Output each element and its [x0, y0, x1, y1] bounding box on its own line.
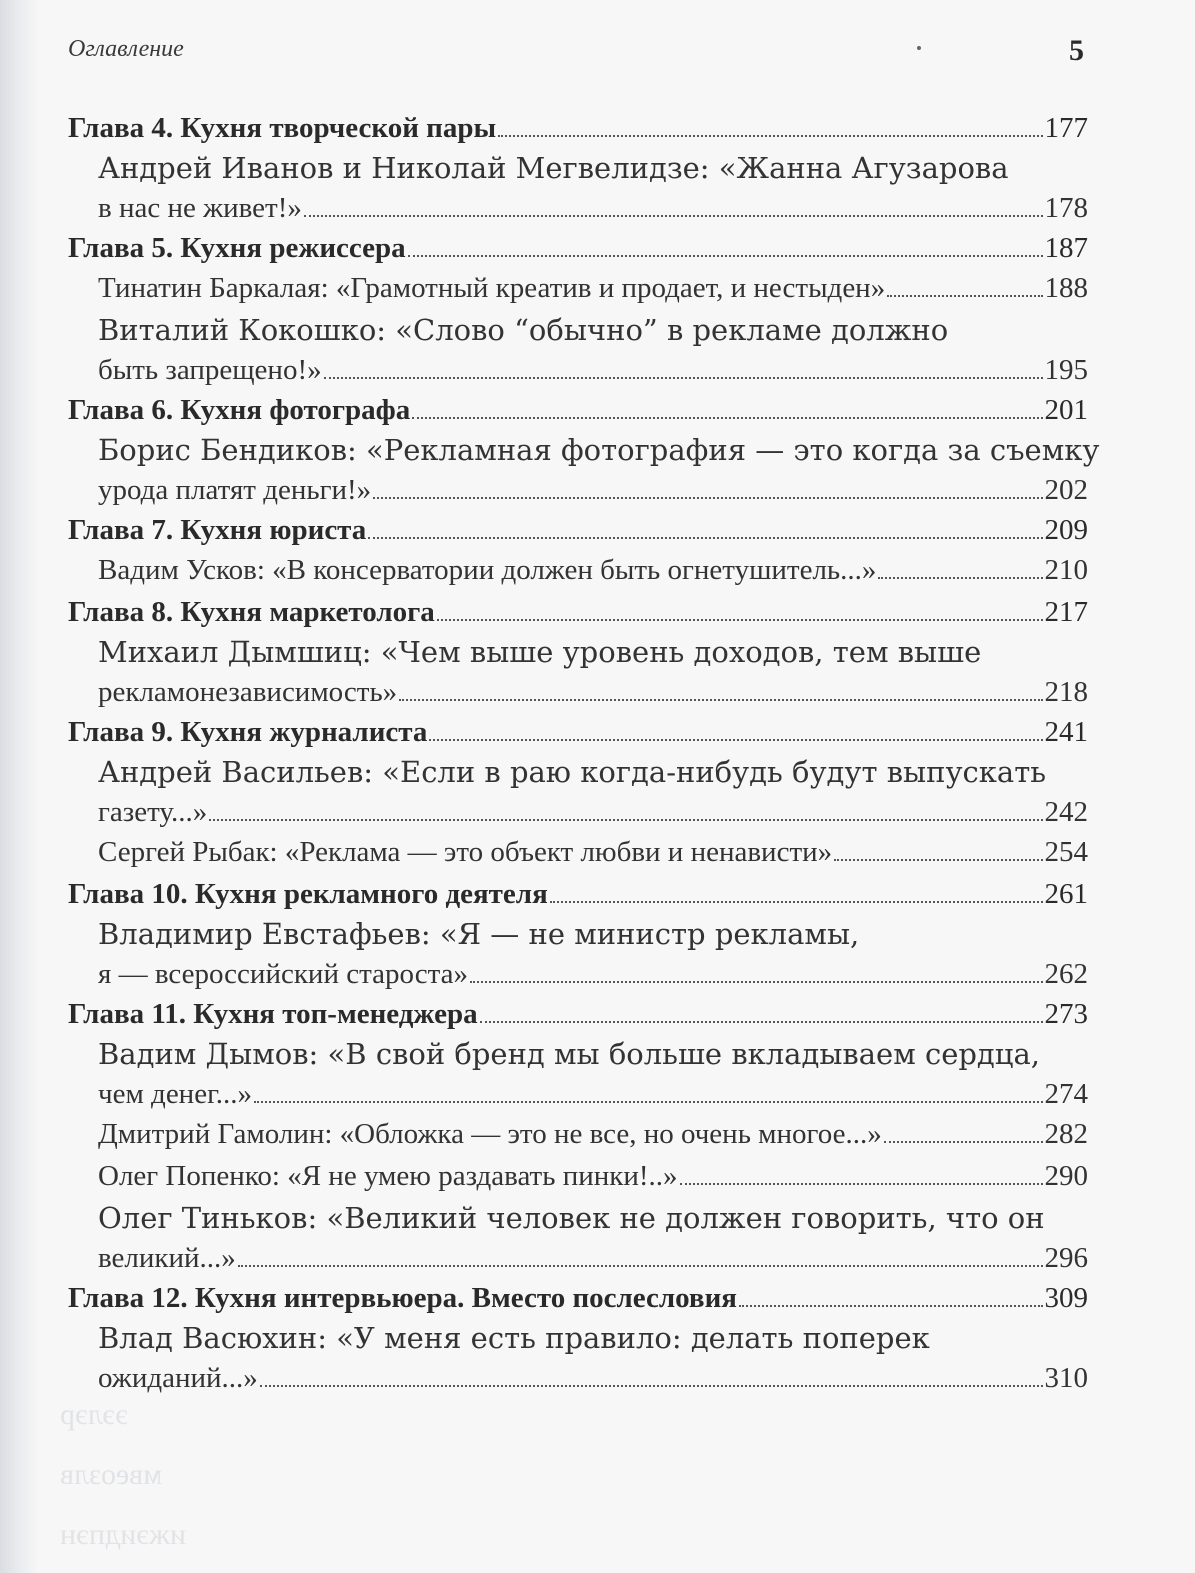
- interview-page: 242: [1044, 796, 1088, 828]
- toc-chapter[interactable]: [68, 510, 1088, 550]
- toc-interview[interactable]: [68, 1318, 1088, 1398]
- interview-title-line1: Вадим Дымов: «В свой бренд мы больше вкладываем сердца,: [98, 1037, 1040, 1071]
- interview-page: 254: [1044, 836, 1088, 868]
- toc-interview[interactable]: [68, 430, 1100, 510]
- toc-interview[interactable]: [68, 832, 1088, 874]
- interview-page: 262: [1044, 958, 1088, 990]
- interview-title: Олег Попенко: «Я не умею раздавать пинки!..»: [98, 1160, 678, 1192]
- dot-leader: [884, 1141, 1043, 1143]
- chapter-title: Глава 8. Кухня маркетолога: [68, 596, 435, 628]
- chapter-title: Глава 10. Кухня рекламного деятеля: [68, 878, 548, 910]
- chapter-page: 217: [1044, 596, 1088, 628]
- interview-title-line1: Андрей Иванов и Николай Мегвелидзе: «Жанна Агузарова: [98, 151, 1009, 185]
- interview-title-line1: Андрей Васильев: «Если в раю когда-нибудь будут выпускать: [98, 755, 1047, 789]
- dot-leader: [238, 1265, 1043, 1267]
- interview-title-line2: газету...»: [98, 796, 208, 828]
- dot-leader: [254, 1101, 1043, 1103]
- interview-title-line2: в нас не живет!»: [98, 192, 302, 224]
- interview-title-line1: Михаил Дымшиц: «Чем выше уровень доходов, тем выше: [98, 635, 982, 669]
- chapter-title: Глава 6. Кухня фотографа: [68, 394, 411, 426]
- dot-leader: [373, 497, 1042, 499]
- chapter-title: Глава 9. Кухня журналиста: [68, 716, 428, 748]
- interview-page: 274: [1044, 1078, 1088, 1110]
- show-through-text: ижэидпэн: [60, 1518, 186, 1551]
- page-number: 5: [1069, 34, 1084, 67]
- dot-leader: [304, 215, 1043, 217]
- toc-interview[interactable]: [68, 310, 1088, 390]
- page-edge-shadow: [0, 0, 40, 1573]
- dot-leader: [739, 1305, 1043, 1307]
- dot-leader: [324, 377, 1043, 379]
- toc-interview[interactable]: [68, 1198, 1088, 1278]
- interview-page: 310: [1044, 1362, 1088, 1394]
- dot-leader: [368, 537, 1042, 539]
- interview-title-line2: ожиданий...»: [98, 1362, 258, 1394]
- interview-page: 290: [1044, 1160, 1088, 1192]
- interview-title-line1: Борис Бендиков: «Рекламная фотография — это когда за съемку: [98, 433, 1100, 467]
- chapter-title: Глава 12. Кухня интервьюера. Вместо послесловия: [68, 1282, 737, 1314]
- interview-title-line1: Влад Васюхин: «У меня есть правило: делать поперек: [98, 1321, 930, 1355]
- dot-leader: [498, 135, 1042, 137]
- dot-leader: [550, 901, 1043, 903]
- interview-page: 218: [1044, 676, 1088, 708]
- chapter-title: Глава 7. Кухня юриста: [68, 514, 367, 546]
- toc-chapter[interactable]: [68, 1278, 1088, 1318]
- interview-title-line2: быть запрещено!»: [98, 354, 322, 386]
- dot-leader: [412, 417, 1042, 419]
- interview-page: 282: [1044, 1118, 1088, 1150]
- chapter-title: Глава 11. Кухня топ-менеджера: [68, 998, 478, 1030]
- toc-interview[interactable]: [68, 752, 1088, 832]
- interview-title-line1: Олег Тиньков: «Великий человек не должен говорить, что он: [98, 1201, 1045, 1235]
- chapter-page: 209: [1044, 514, 1088, 546]
- chapter-title: Глава 4. Кухня творческой пары: [68, 112, 497, 144]
- interview-title-line2: великий...»: [98, 1242, 236, 1274]
- interview-title-line1: Владимир Евстафьев: «Я — не министр рекламы,: [98, 917, 860, 951]
- toc-interview[interactable]: [68, 148, 1088, 228]
- show-through-text: ээлэр: [60, 1398, 129, 1431]
- toc-interview[interactable]: [68, 1034, 1088, 1114]
- toc-chapter[interactable]: [68, 994, 1088, 1034]
- toc-chapter[interactable]: [68, 390, 1088, 430]
- dot-leader: [399, 699, 1042, 701]
- interview-title-line1: Виталий Кокошко: «Слово “обычно” в рекламе должно: [98, 313, 949, 347]
- interview-page: 178: [1044, 192, 1088, 224]
- dot-leader: [429, 739, 1042, 741]
- dot-leader: [408, 255, 1043, 257]
- toc-interview[interactable]: [68, 550, 1088, 592]
- toc-interview[interactable]: [68, 1156, 1088, 1198]
- table-of-contents: [68, 108, 1100, 1398]
- show-through-text: мвеозлв: [60, 1458, 163, 1491]
- interview-title: Тинатин Баркалая: «Грамотный креатив и продает, и нестыден»: [98, 272, 886, 304]
- toc-chapter[interactable]: [68, 108, 1088, 148]
- chapter-page: 241: [1044, 716, 1088, 748]
- interview-page: 296: [1044, 1242, 1088, 1274]
- interview-title-line2: я — всероссийский староста»: [98, 958, 468, 990]
- toc-chapter[interactable]: [68, 592, 1088, 632]
- dot-leader: [470, 981, 1043, 983]
- interview-page: 188: [1044, 272, 1088, 304]
- dot-leader: [480, 1021, 1043, 1023]
- interview-page: 195: [1044, 354, 1088, 386]
- toc-interview[interactable]: [68, 268, 1088, 310]
- toc-interview[interactable]: [68, 1114, 1088, 1156]
- dot-leader: [834, 859, 1042, 861]
- chapter-page: 187: [1044, 232, 1088, 264]
- chapter-page: 309: [1044, 1282, 1088, 1314]
- dot-leader: [260, 1385, 1043, 1387]
- interview-title-line2: урода платят деньги!»: [98, 474, 372, 506]
- interview-title-line2: чем денег...»: [98, 1078, 252, 1110]
- toc-interview[interactable]: [68, 632, 1088, 712]
- dot-leader: [437, 619, 1043, 621]
- toc-interview[interactable]: [68, 914, 1088, 994]
- chapter-page: 261: [1044, 878, 1088, 910]
- dot-leader: [209, 819, 1042, 821]
- dot-leader: [680, 1183, 1043, 1185]
- dot-leader: [887, 295, 1042, 297]
- interview-title: Вадим Усков: «В консерватории должен быть огнетушитель...»: [98, 554, 877, 586]
- chapter-title: Глава 5. Кухня режиссера: [68, 232, 406, 264]
- chapter-page: 201: [1044, 394, 1088, 426]
- interview-title: Дмитрий Гамолин: «Обложка — это не все, но очень многое...»: [98, 1118, 882, 1150]
- chapter-page: 177: [1044, 112, 1088, 144]
- interview-page: 202: [1044, 474, 1088, 506]
- dot-leader: [878, 577, 1042, 579]
- interview-page: 210: [1044, 554, 1088, 586]
- interview-title-line2: рекламонезависимость»: [98, 676, 398, 708]
- chapter-page: 273: [1044, 998, 1088, 1030]
- interview-title: Сергей Рыбак: «Реклама — это объект любви и ненависти»: [98, 836, 833, 868]
- toc-chapter[interactable]: [68, 712, 1088, 752]
- section-title: Оглавление: [68, 36, 184, 62]
- running-header: [68, 34, 1088, 70]
- toc-chapter[interactable]: [68, 228, 1088, 268]
- toc-chapter[interactable]: [68, 874, 1088, 914]
